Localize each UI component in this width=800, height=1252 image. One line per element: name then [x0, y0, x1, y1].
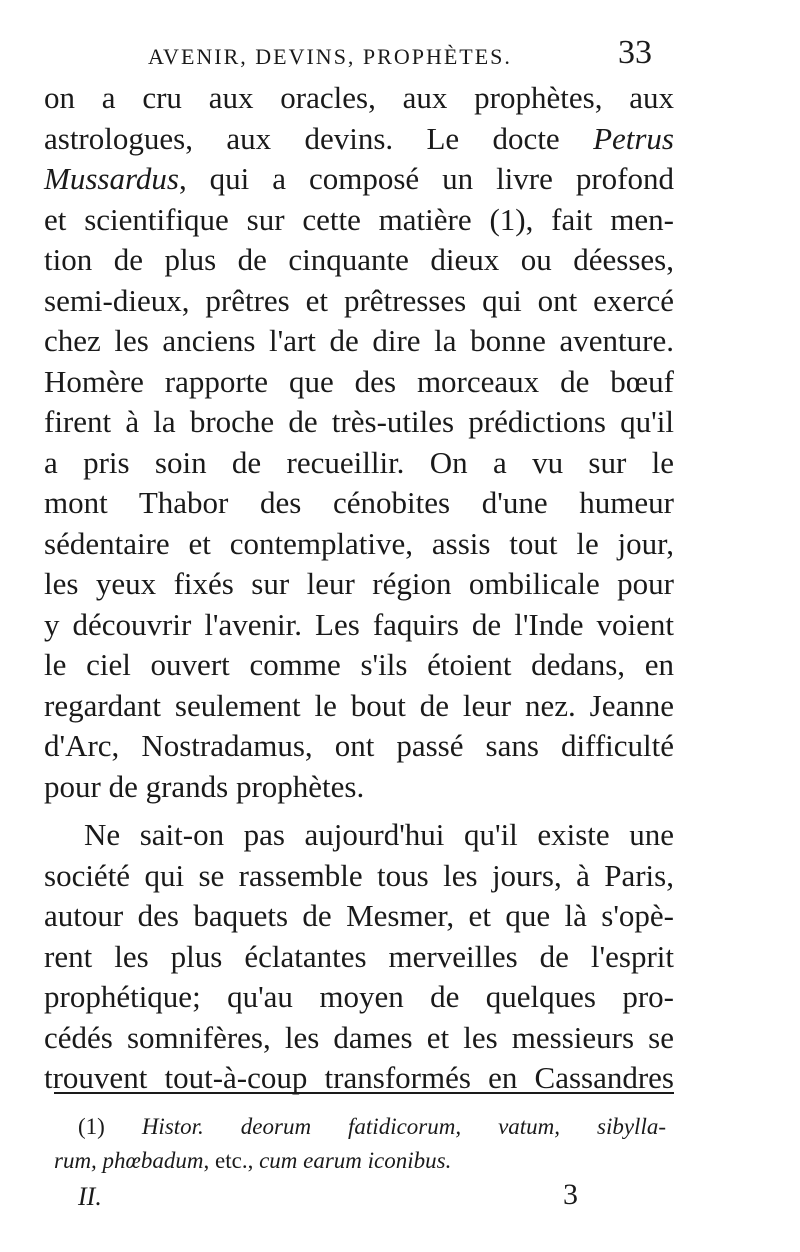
text-line: semi-dieux, prêtres et prêtresses qui ont exercé: [44, 282, 674, 318]
footnote-rule: [54, 1092, 674, 1094]
footnote-italic: cum earum iconibus.: [259, 1148, 452, 1173]
text-line: et scientifique sur cette matière (1), fait men-: [44, 201, 674, 237]
text-line: a pris soin de recueillir. On a vu sur le: [44, 444, 674, 480]
text-line: sédentaire et contemplative, assis tout le jour,: [44, 525, 674, 561]
signature-number: 3: [563, 1178, 578, 1211]
text-line: prophétique; qu'au moyen de quelques pro-: [44, 979, 674, 1014]
footnote-plain: , etc.,: [203, 1148, 260, 1173]
text-line: regardant seulement le bout de leur nez. Jeanne: [44, 687, 674, 723]
text-line: firent à la broche de très-utiles prédictions qu'il: [44, 404, 674, 439]
text-line: les yeux fixés sur leur région ombilicale pour: [44, 566, 674, 601]
text-line: Homère rapporte que des morceaux de bœuf: [44, 363, 674, 399]
running-head: [0, 30, 800, 80]
text-line: société qui se rassemble tous les jours, à Paris,: [44, 857, 674, 893]
text-line: le ciel ouvert comme s'ils étoient dedans, en: [44, 647, 674, 682]
page-number: 33: [618, 34, 652, 71]
text-line: cédés somnifères, les dames et les messieurs se: [44, 1019, 674, 1055]
text-fragment: astrologues, aux devins. Le docte: [44, 120, 594, 156]
footnote-marker: (1): [78, 1114, 105, 1139]
text-line: mont Thabor des cénobites d'une humeur: [44, 485, 674, 520]
text-line: tion de plus de cinquante dieux ou déesses,: [44, 242, 674, 277]
text-line: pour de grands prophètes.: [44, 768, 365, 804]
text-line: trouvent tout-à-coup transformés en Cassandres: [44, 1060, 674, 1095]
text-line: rent les plus éclatantes merveilles de l'esprit: [44, 938, 674, 974]
text-line: Ne sait-on pas aujourd'hui qu'il existe une: [84, 817, 674, 852]
text-line: autour des baquets de Mesmer, et que là s'opè-: [44, 898, 674, 933]
text-line: [44, 119, 674, 160]
text-line: chez les anciens l'art de dire la bonne aventure.: [44, 323, 674, 358]
italic-name: Mussardus: [44, 161, 179, 196]
text-fragment: , qui a composé un livre profond: [178, 161, 674, 196]
footnote-line: [54, 1110, 666, 1144]
footnote: [54, 1110, 666, 1178]
running-title: AVENIR, DEVINS, PROPHÈTES.: [148, 44, 512, 69]
signature-line: [0, 1178, 800, 1218]
italic-name: Petrus: [593, 120, 674, 156]
text-line: on a cru aux oracles, aux prophètes, aux: [44, 80, 674, 115]
signature-mark: II.: [78, 1182, 102, 1211]
footnote-line: [54, 1144, 666, 1178]
text-line: d'Arc, Nostradamus, ont passé sans difficulté: [44, 728, 674, 763]
text-line: y découvrir l'avenir. Les faquirs de l'Inde voient: [44, 606, 674, 642]
text-line: [44, 159, 674, 200]
footnote-italic: rum, phœbadum: [54, 1148, 204, 1173]
footnote-italic: Histor. deorum fatidicorum, vatum, sibylla-: [141, 1114, 667, 1139]
body-text: [44, 78, 674, 1099]
